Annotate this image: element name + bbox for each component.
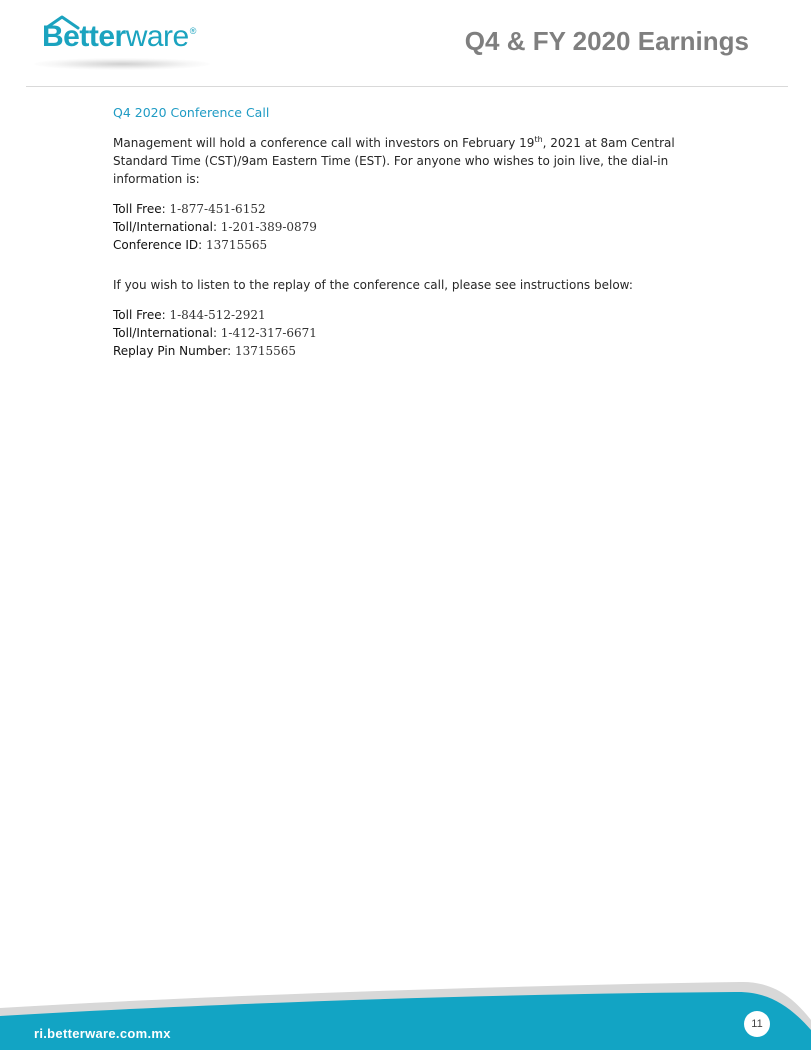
logo-text-bold: Better (42, 20, 126, 53)
detail-value: 1-877-451-6152 (169, 202, 266, 216)
detail-label: Toll/International (113, 326, 213, 340)
betterware-logo (34, 14, 214, 70)
logo-text-light: ware (125, 20, 189, 53)
logo-wordmark (42, 20, 196, 54)
document-title: Q4 & FY 2020 Earnings (464, 26, 749, 56)
spacer (113, 254, 733, 276)
replay-dial-in-list (113, 306, 733, 360)
page-number-badge: 11 (744, 1011, 770, 1037)
section-heading: Q4 2020 Conference Call (113, 105, 270, 120)
intro-text-start: Management will hold a conference call with investors on February 19 (113, 136, 535, 150)
detail-label: Toll Free (113, 202, 162, 216)
intro-paragraph (113, 134, 733, 188)
live-toll-free-line: Toll Free: 1-877-451-6152 (113, 202, 266, 216)
live-dial-in-list (113, 200, 733, 254)
logo-shadow (34, 58, 210, 70)
live-toll-international-line: Toll/International: 1-201-389-0879 (113, 220, 317, 234)
detail-value: 1-844-512-2921 (169, 308, 266, 322)
live-conference-id-line: Conference ID: 13715565 (113, 238, 268, 252)
replay-pin-number-line: Replay Pin Number: 13715565 (113, 344, 297, 358)
detail-label: Toll Free (113, 308, 162, 322)
replay-toll-free-line: Toll Free: 1-844-512-2921 (113, 308, 266, 322)
intro-superscript: th (534, 135, 543, 144)
detail-value: 13715565 (206, 238, 268, 252)
detail-label: Toll/International (113, 220, 213, 234)
footer-website-link[interactable]: ri.betterware.com.mx (34, 1026, 171, 1041)
detail-label: Replay Pin Number (113, 344, 228, 358)
detail-value: 1-412-317-6671 (220, 326, 317, 340)
header-divider (26, 86, 788, 87)
detail-value: 1-201-389-0879 (220, 220, 317, 234)
main-content (113, 104, 733, 360)
logo-registered-mark: ® (189, 26, 196, 36)
intro-text-end: , 2021 at 8am Central Standard Time (CST)/9am Eastern Time (EST). For anyone who wishes to join live, the dial-in information is: (113, 136, 675, 186)
replay-intro-paragraph: If you wish to listen to the replay of the conference call, please see instructions below: (113, 278, 633, 292)
detail-value: 13715565 (234, 344, 297, 358)
page-footer (0, 970, 811, 1050)
replay-toll-international-line: Toll/International: 1-412-317-6671 (113, 326, 317, 340)
detail-label: Conference ID (113, 238, 199, 252)
